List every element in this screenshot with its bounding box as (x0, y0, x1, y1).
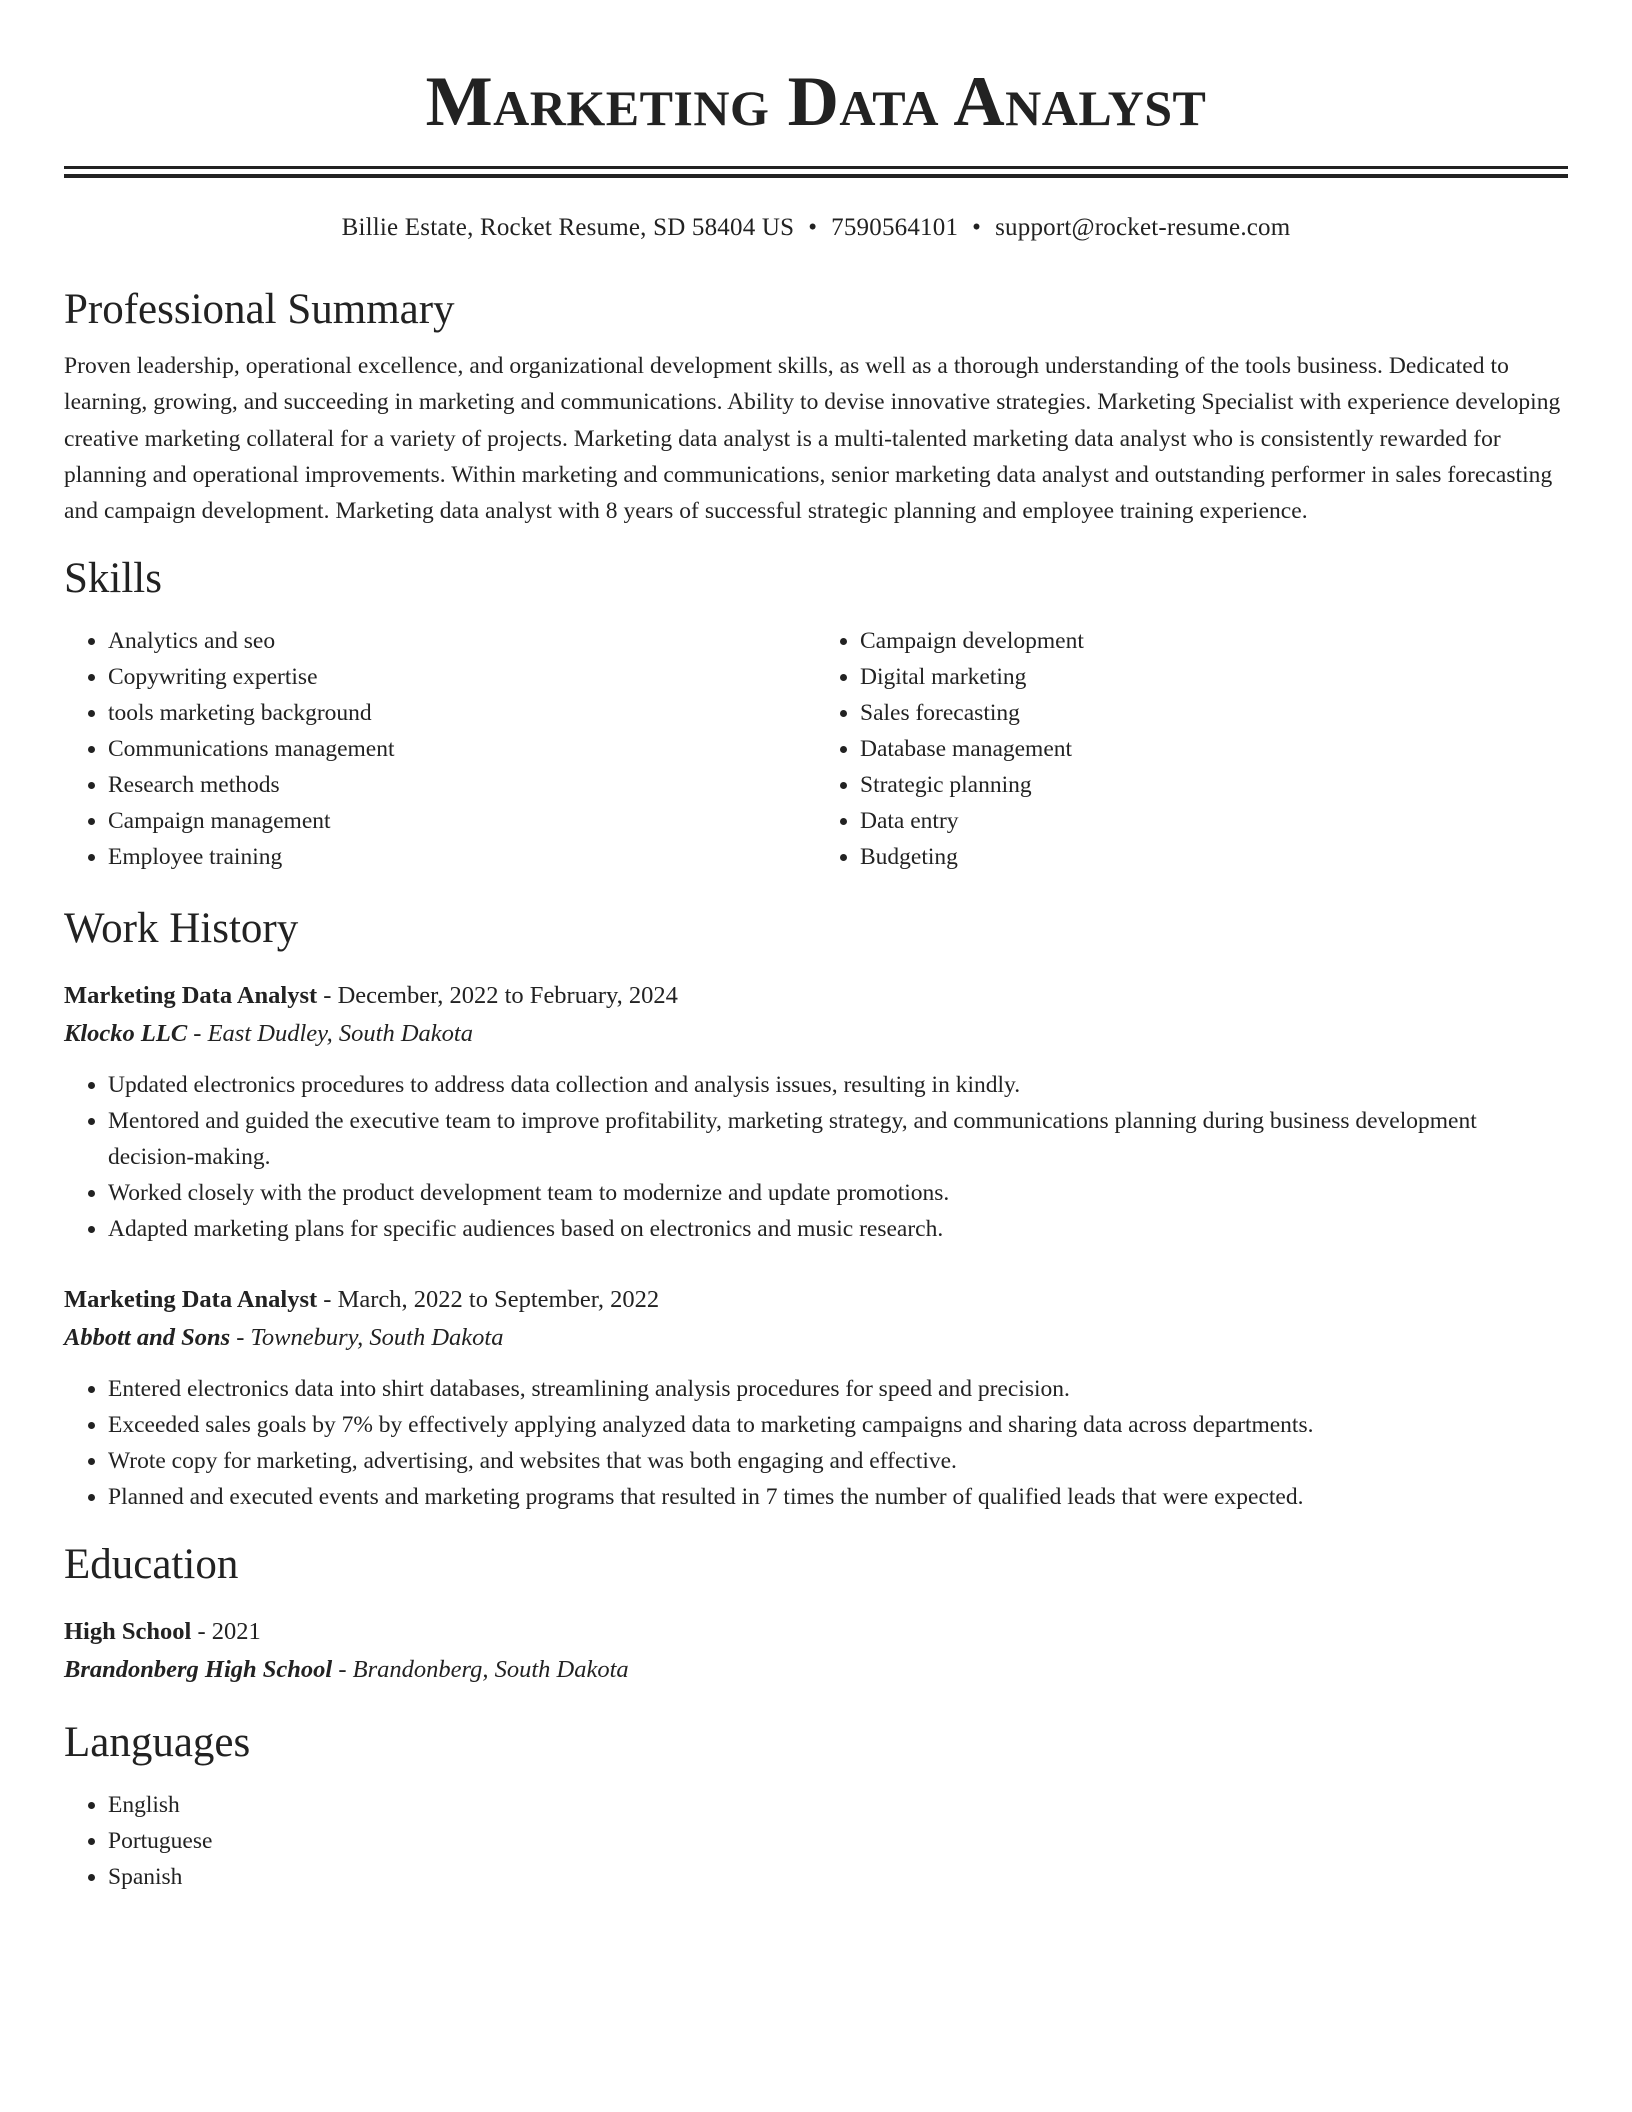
education-year: - 2021 (191, 1618, 261, 1646)
skill-item: • Sales forecasting (860, 695, 1568, 731)
skill-item: • Copywriting expertise (108, 659, 816, 695)
work-history-section (64, 903, 1568, 1515)
skill-item: • Strategic planning (860, 767, 1568, 803)
job-entry (64, 977, 1568, 1247)
contact-address: Billie Estate, Rocket Resume, SD 58404 US (341, 214, 795, 241)
job-location: - Townebury, South Dakota (230, 1324, 504, 1352)
job-bullets (64, 1371, 1568, 1515)
education-heading: Education (64, 1541, 239, 1589)
skills-columns (64, 623, 1568, 875)
skills-section (64, 553, 1568, 875)
languages-heading: Languages (64, 1719, 251, 1767)
contact-phone: 7590564101 (831, 214, 959, 241)
language-item: • English (108, 1787, 1568, 1823)
work-history-heading: Work History (64, 905, 299, 953)
language-item: • Portuguese (108, 1823, 1568, 1859)
contact-email[interactable]: support@rocket-resume.com (995, 214, 1291, 241)
contact-separator: • (972, 214, 982, 241)
skill-item: • Database management (860, 731, 1568, 767)
job-title: Marketing Data Analyst (64, 982, 318, 1010)
job-company: Abbott and Sons (64, 1324, 231, 1352)
job-bullet: • Exceeded sales goals by 7% by effectively applying analyzed data to marketing campaigns and sharing data across departments. (108, 1407, 1568, 1443)
contact-separator: • (808, 214, 818, 241)
job-title: Marketing Data Analyst (64, 1286, 318, 1314)
skill-item: • Data entry (860, 803, 1568, 839)
job-bullet: • Worked closely with the product development team to modernize and update promotions. (108, 1175, 1568, 1211)
job-company-line (64, 1015, 1568, 1053)
job-header (64, 977, 1568, 1015)
job-dates: - December, 2022 to February, 2024 (317, 982, 678, 1010)
skill-item: • Research methods (108, 767, 816, 803)
skill-item: • Analytics and seo (108, 623, 816, 659)
skill-item: • Campaign management (108, 803, 816, 839)
languages-list (64, 1787, 1568, 1895)
resume-title: Marketing Data Analyst (425, 63, 1207, 141)
education-degree-line (64, 1613, 1568, 1651)
skills-list-left (64, 623, 816, 875)
education-school: Brandonberg High School (64, 1656, 333, 1684)
education-school-line (64, 1651, 1568, 1689)
job-bullet: • Updated electronics procedures to address data collection and analysis issues, resulting in kindly. (108, 1067, 1568, 1103)
job-company: Klocko LLC (64, 1020, 188, 1048)
job-bullet: • Wrote copy for marketing, advertising, and websites that was both engaging and effective. (108, 1443, 1568, 1479)
job-entry (64, 1281, 1568, 1515)
title-divider-bottom (64, 174, 1568, 178)
summary-section (64, 284, 1568, 529)
skill-item: • Employee training (108, 839, 816, 875)
skill-item: • Digital marketing (860, 659, 1568, 695)
education-section (64, 1539, 1568, 1689)
skill-item: • Campaign development (860, 623, 1568, 659)
skills-heading: Skills (64, 555, 162, 603)
job-bullet: • Planned and executed events and marketing programs that resulted in 7 times the number of qualified leads that were expected. (108, 1479, 1568, 1515)
skills-list-right (816, 623, 1568, 875)
job-bullet: • Entered electronics data into shirt databases, streamlining analysis procedures for speed and precision. (108, 1371, 1568, 1407)
job-bullet: • Adapted marketing plans for specific audiences based on electronics and music research. (108, 1211, 1568, 1247)
job-location: - East Dudley, South Dakota (187, 1020, 473, 1048)
job-header (64, 1281, 1568, 1319)
job-bullet: • Mentored and guided the executive team to improve profitability, marketing strategy, and communications planning during business development decision-making. (108, 1103, 1568, 1175)
summary-heading: Professional Summary (64, 286, 455, 333)
contact-line (64, 212, 1568, 244)
languages-section (64, 1717, 1568, 1895)
summary-text: Proven leadership, operational excellence, and organizational development skills, as well as a thorough understanding of the tools business. Dedicated to learning, growing, and succeeding in marketing and communications. Ability to devise innovative strategies. Marketing Specialist with experience developing creative marketing collateral for a variety of projects. Marketing data analyst is a multi-talented marketing data analyst who is consistently rewarded for planning and operational improvements. Within marketing and communications, senior marketing data analyst and outstanding performer in sales forecasting and campaign development. Marketing data analyst with 8 years of successful strategic planning and employee training experience. (64, 353, 1561, 525)
education-degree: High School (64, 1618, 192, 1646)
language-item: • Spanish (108, 1859, 1568, 1895)
skill-item: • Communications management (108, 731, 816, 767)
job-bullets (64, 1067, 1568, 1247)
title-divider-top (64, 166, 1568, 169)
job-dates: - March, 2022 to September, 2022 (317, 1286, 660, 1314)
skill-item: • tools marketing background (108, 695, 816, 731)
skill-item: • Budgeting (860, 839, 1568, 875)
job-company-line (64, 1319, 1568, 1357)
education-location: - Brandonberg, South Dakota (332, 1656, 629, 1684)
